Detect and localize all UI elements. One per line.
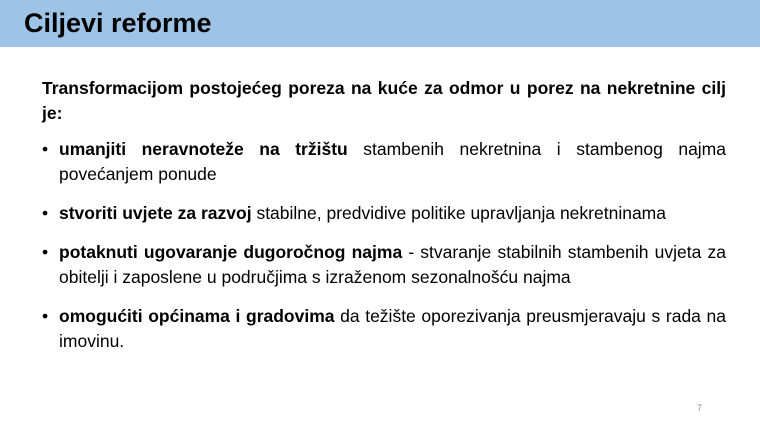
bullet-item	[42, 201, 726, 226]
bullet-text: stabilne, predvidive politike upravljanja nekretninama	[251, 203, 666, 223]
bullet-bold-text: potaknuti ugovaranje dugoročnog najma	[59, 242, 403, 262]
slide-title: Ciljevi reforme	[24, 8, 212, 38]
bullet-dot-icon: •	[42, 203, 49, 223]
title-bar	[0, 0, 760, 47]
slide-content	[42, 76, 726, 368]
bullet-text: da težište oporezivanja preusmjeravaju s rada na imovinu.	[59, 306, 726, 351]
bullet-text: stambenih nekretnina i stambenog najma povećanjem ponude	[59, 139, 726, 184]
bullet-bold-text: stvoriti uvjete za razvoj	[59, 203, 252, 223]
bullet-dot-icon: •	[42, 306, 49, 326]
bullet-bold-text: umanjiti neravnoteže na tržištu	[59, 139, 348, 159]
bullet-text: - stvaranje stabilnih stambenih uvjeta za obitelji i zaposlene u područjima s izraženom sezonalnošću najma	[59, 242, 726, 287]
bullet-list	[42, 137, 726, 354]
intro-text: Transformacijom postojećeg poreza na kuće za odmor u porez na nekretnine cilj je:	[42, 78, 726, 123]
page-number: 7	[696, 403, 702, 413]
bullet-dot-icon: •	[42, 242, 49, 262]
bullet-dot-icon: •	[42, 139, 49, 159]
bullet-item	[42, 240, 726, 290]
bullet-bold-text: omogućiti općinama i gradovima	[59, 306, 335, 326]
bullet-item	[42, 137, 726, 187]
bullet-item	[42, 304, 726, 354]
